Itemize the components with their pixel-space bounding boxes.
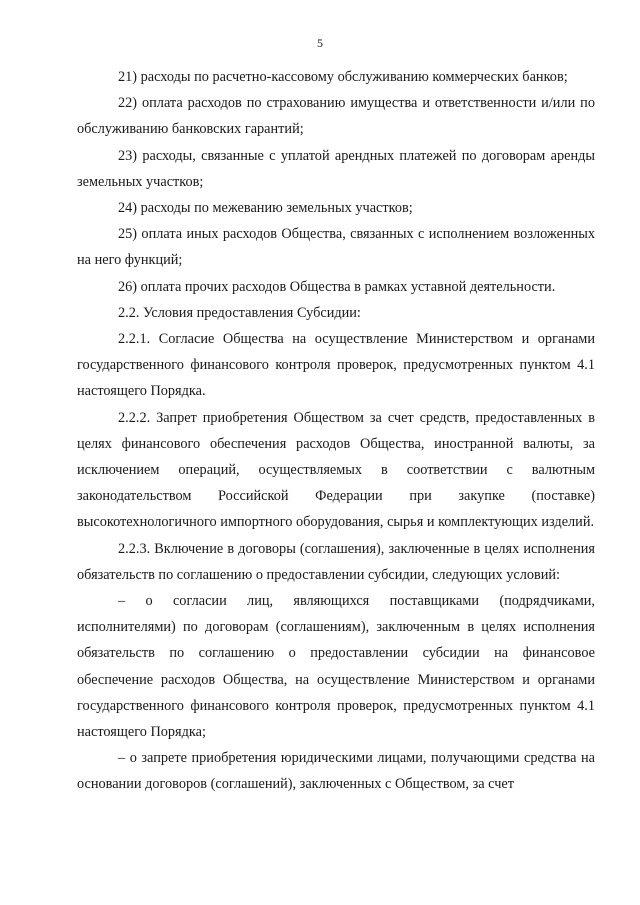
document-body <box>77 64 595 798</box>
section-heading-2-2: 2.2. Условия предоставления Субсидии: <box>118 304 361 321</box>
paragraph-item-26: 26) оплата прочих расходов Общества в рамках уставной деятельности. <box>118 278 556 295</box>
paragraph-condition-prohibition: – о запрете приобретения юридическими лицами, получающими средства на основании договоров (соглашений), заключенных с Обществом, за счет <box>77 750 595 793</box>
paragraph-item-25: 25) оплата иных расходов Общества, связанных с исполнением возложенных на него функций; <box>77 226 595 269</box>
paragraph-item-21: 21) расходы по расчетно-кассовому обслуживанию коммерческих банков; <box>118 69 568 85</box>
page-number: 5 <box>317 36 323 50</box>
paragraph-clause-2-2-2: 2.2.2. Запрет приобретения Обществом за счет средств, предоставленных в целях финансового обеспечения расходов Общества, иностранной валюты, за исключением операций, осуществляемых в соответствии с валютным законодательством Российской Федерации при закупке (поставке) высокотехнологичного импортного оборудования, сырья и комплектующих изделий. <box>77 409 595 531</box>
paragraph-condition-consent: – о согласии лиц, являющихся поставщиками (подрядчиками, исполнителями) по договорам (соглашениям), заключенным в целях исполнения обязательств по соглашению о предоставлении субсидии на финансовое обеспечение расходов Общества, на осуществление Министерством и органами государственного финансового контроля проверок, предусмотренных пунктом 4.1 настоящего Порядка; <box>77 593 595 741</box>
paragraph-clause-2-2-1: 2.2.1. Согласие Общества на осуществление Министерством и органами государственного финансового контроля проверок, предусмотренных пунктом 4.1 настоящего Порядка. <box>77 331 595 400</box>
paragraph-item-24: 24) расходы по межеванию земельных участков; <box>118 200 413 217</box>
paragraph-item-23: 23) расходы, связанные с уплатой арендных платежей по договорам аренды земельных участков; <box>77 147 595 190</box>
paragraph-clause-2-2-3: 2.2.3. Включение в договоры (соглашения), заключенные в целях исполнения обязательств по соглашению о предоставлении субсидии, следующих условий: <box>77 540 595 583</box>
paragraph-item-22: 22) оплата расходов по страхованию имущества и ответственности и/или по обслуживанию банковских гарантий; <box>77 95 595 138</box>
